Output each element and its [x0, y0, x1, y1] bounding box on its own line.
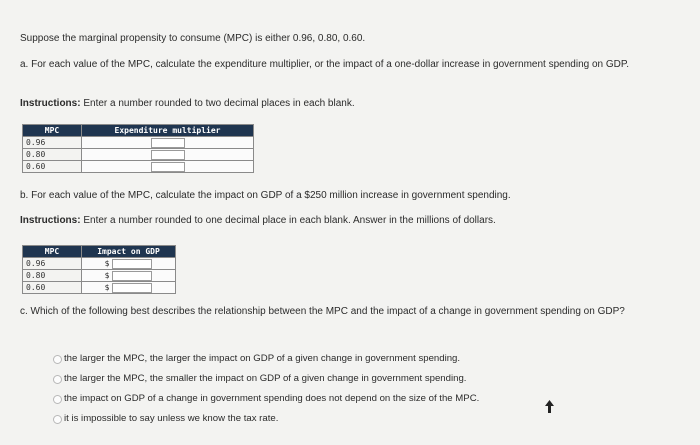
impact-input-2[interactable]	[112, 271, 152, 281]
option-2-label[interactable]: the larger the MPC, the smaller the impact on GDP of a given change in government spending.	[64, 373, 467, 384]
multiplier-input-2[interactable]	[151, 150, 185, 160]
table-row	[23, 258, 176, 270]
impact-table	[22, 245, 176, 294]
mpc-value: 0.60	[23, 282, 82, 294]
multiplier-table	[22, 124, 254, 173]
mpc-value: 0.80	[23, 270, 82, 282]
instructions-text: Enter a number rounded to two decimal places in each blank.	[83, 98, 355, 109]
mpc-value: 0.96	[23, 258, 82, 270]
dollar-sign: $	[104, 283, 110, 292]
radio-option-3[interactable]	[53, 395, 62, 404]
multiplier-input-1[interactable]	[151, 138, 185, 148]
radio-option-2[interactable]	[53, 375, 62, 384]
part-b-question: b. For each value of the MPC, calculate the impact on GDP of a $250 million increase in government spending.	[20, 190, 511, 201]
part-c-question: c. Which of the following best describes the relationship between the MPC and the impact of a change in government spending on GDP?	[20, 306, 625, 317]
radio-option-1[interactable]	[53, 355, 62, 364]
mpc-value: 0.80	[23, 149, 82, 161]
impact-header: Impact on GDP	[82, 246, 176, 258]
intro-text: Suppose the marginal propensity to consume (MPC) is either 0.96, 0.80, 0.60.	[20, 33, 366, 44]
dollar-sign: $	[104, 259, 110, 268]
part-b-instructions	[20, 215, 496, 227]
table-row	[23, 282, 176, 294]
instructions-label: Instructions:	[20, 215, 81, 226]
option-3-label[interactable]: the impact on GDP of a change in government spending does not depend on the size of the MPC.	[64, 393, 480, 404]
table-row	[23, 137, 254, 149]
mpc-value: 0.96	[23, 137, 82, 149]
table-row	[23, 270, 176, 282]
multiplier-header: Expenditure multiplier	[82, 125, 254, 137]
mpc-header: MPC	[23, 246, 82, 258]
part-a-question: a. For each value of the MPC, calculate the expenditure multiplier, or the impact of a one-dollar increase in government spending on GDP.	[20, 59, 630, 70]
part-a-instructions	[20, 98, 355, 110]
impact-input-3[interactable]	[112, 283, 152, 293]
instructions-text: Enter a number rounded to one decimal place in each blank. Answer in the millions of dollars.	[83, 215, 496, 226]
table-row	[23, 149, 254, 161]
mouse-cursor-icon	[545, 400, 554, 413]
option-4-label[interactable]: it is impossible to say unless we know the tax rate.	[64, 413, 279, 424]
instructions-label: Instructions:	[20, 98, 81, 109]
radio-option-4[interactable]	[53, 415, 62, 424]
option-1-label[interactable]: the larger the MPC, the larger the impact on GDP of a given change in government spending.	[64, 353, 461, 364]
mpc-header: MPC	[23, 125, 82, 137]
multiplier-input-3[interactable]	[151, 162, 185, 172]
mpc-value: 0.60	[23, 161, 82, 173]
impact-input-1[interactable]	[112, 259, 152, 269]
dollar-sign: $	[104, 271, 110, 280]
table-row	[23, 161, 254, 173]
